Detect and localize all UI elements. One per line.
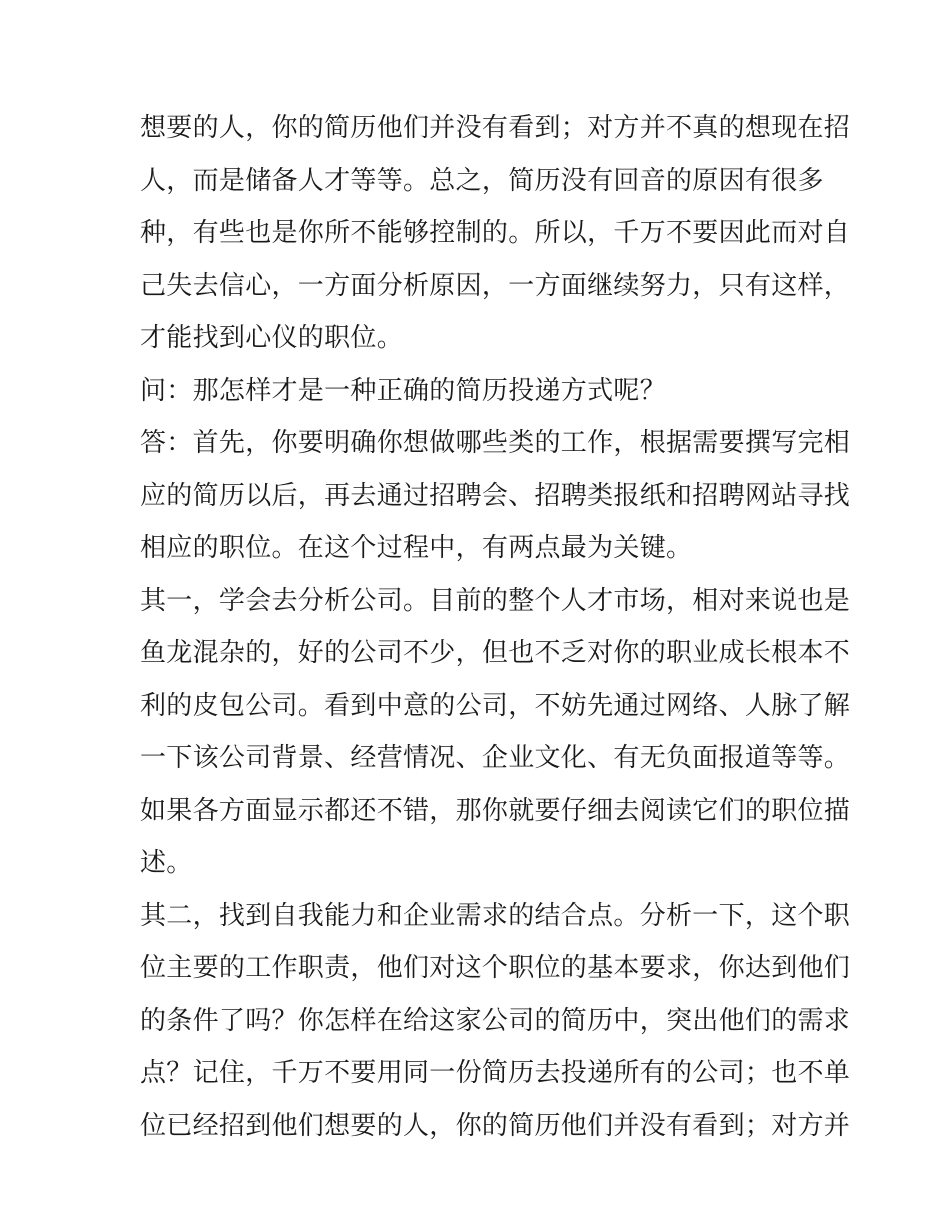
text-line: 位已经招到他们想要的人，你的简历他们并没有看到；对方并 [140,1110,851,1141]
text-line: 人，而是储备人才等等。总之，简历没有回音的原因有很多 [140,165,824,196]
point-one-line: 其一，学会去分析公司。目前的整个人才市场，相对来说也是 [140,585,851,616]
answer-line: 答：首先，你要明确你想做哪些类的工作，根据需要撰写完相 [140,428,851,458]
text-line: 利的皮包公司。看到中意的公司，不妨先通过网络、人脉了解 [140,690,851,721]
body-text [140,102,851,1152]
point-two-line: 其二，找到自我能力和企业需求的结合点。分析一下，这个职 [140,900,851,931]
text-line: 述。 [140,848,193,878]
text-line: 一下该公司背景、经营情况、企业文化、有无负面报道等等。 [140,743,851,773]
text-line: 的条件了吗？你怎样在给这家公司的简历中，突出他们的需求 [140,1005,851,1036]
text-line: 鱼龙混杂的，好的公司不少，但也不乏对你的职业成长根本不 [140,638,851,668]
text-line: 如果各方面显示都还不错，那你就要仔细去阅读它们的职位描 [140,795,851,826]
text-line: 才能找到心仪的职位。 [140,323,404,353]
text-line: 想要的人，你的简历他们并没有看到；对方并不真的想现在招 [140,113,851,143]
text-line: 相应的职位。在这个过程中，有两点最为关键。 [140,533,693,563]
text-line: 应的简历以后，再去通过招聘会、招聘类报纸和招聘网站寻找 [140,480,851,511]
question-line: 问：那怎样才是一种正确的简历投递方式呢？ [140,375,667,406]
text-line: 位主要的工作职责，他们对这个职位的基本要求，你达到他们 [140,953,851,983]
text-line: 种，有些也是你所不能够控制的。所以，千万不要因此而对自 [140,218,851,248]
text-line: 己失去信心，一方面分析原因，一方面继续努力，只有这样， [140,270,851,301]
text-line: 点？记住，千万不要用同一份简历去投递所有的公司；也不单 [140,1058,851,1088]
